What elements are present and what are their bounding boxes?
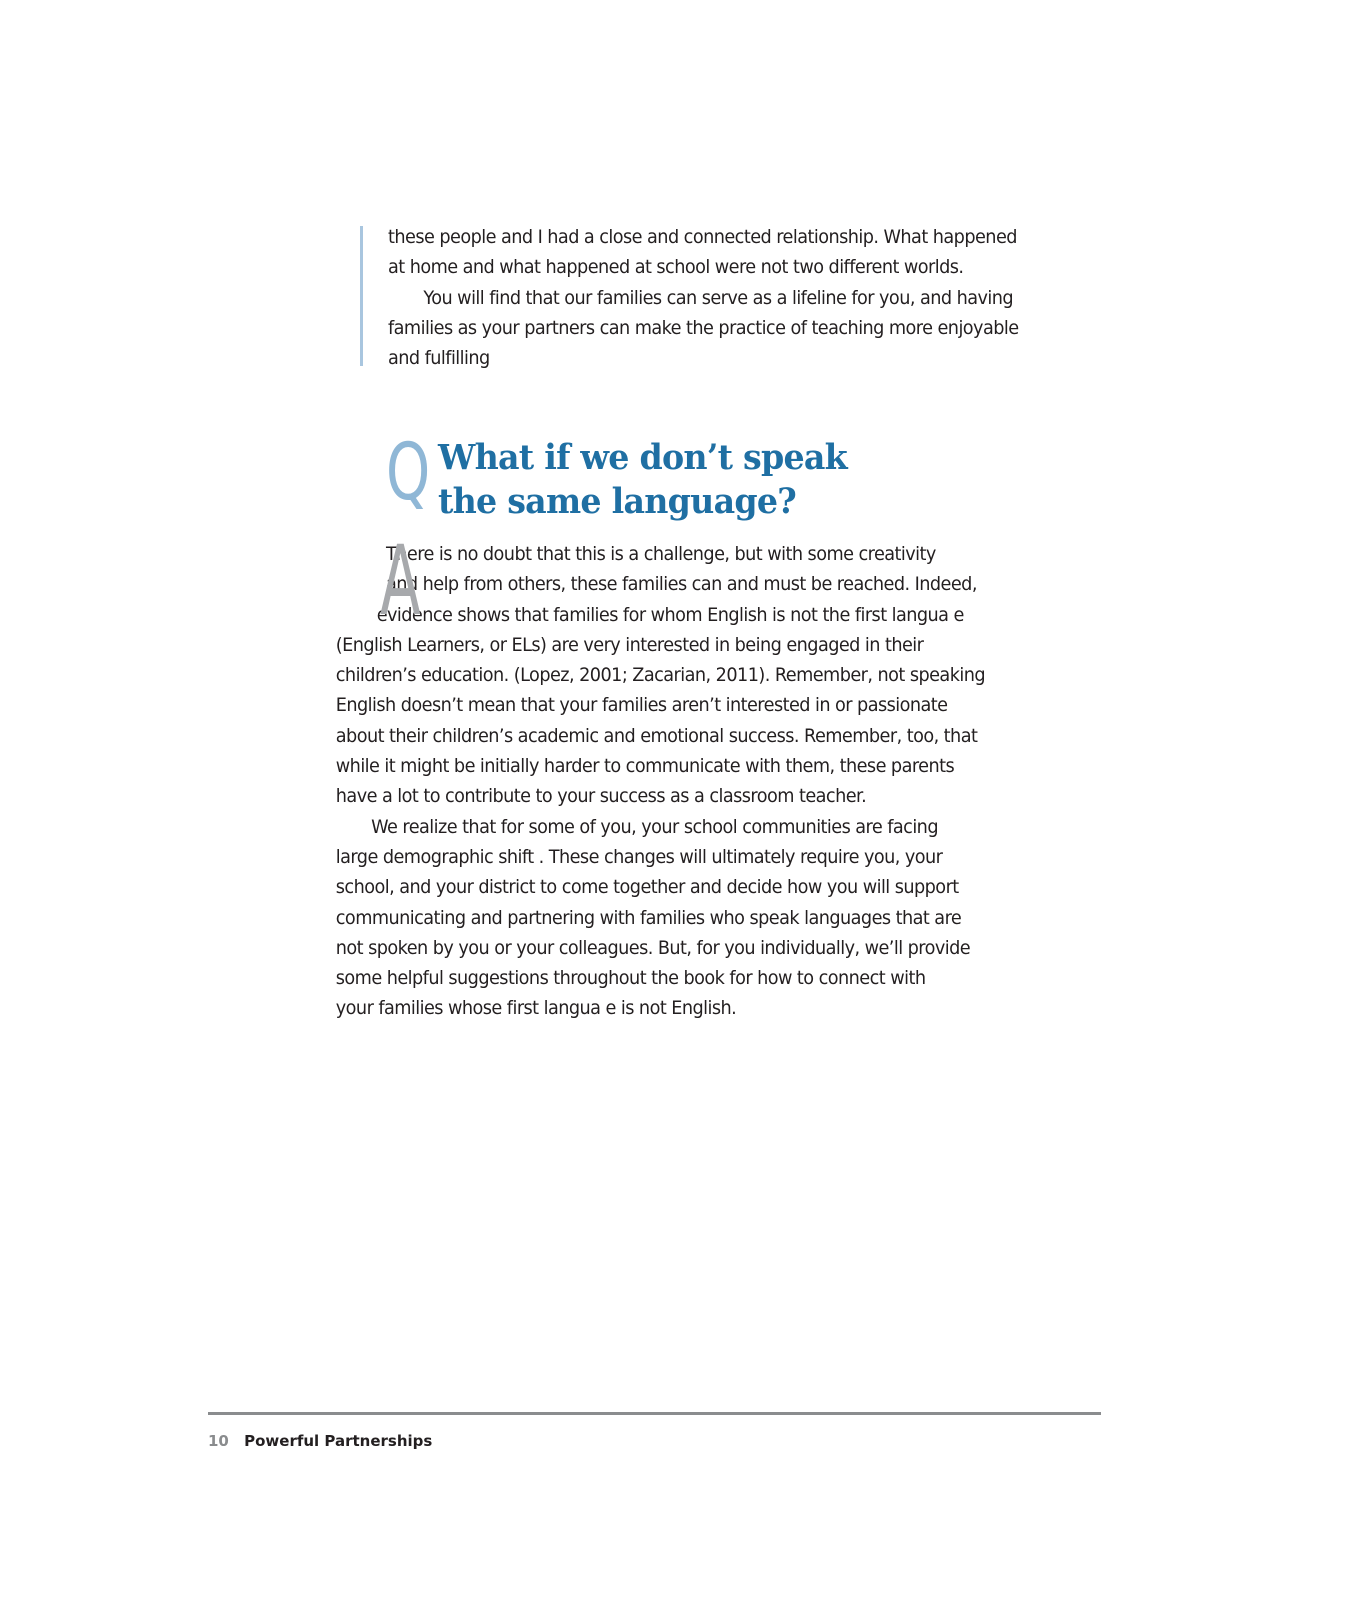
quote-line: and fulfilling bbox=[388, 347, 490, 370]
answer-line: about their children’s academic and emotional success. Remember, too, that bbox=[335, 724, 978, 747]
answer-line: while it might be initially harder to communicate with them, these parents bbox=[335, 755, 955, 778]
question-title bbox=[438, 436, 847, 524]
quote-text bbox=[388, 222, 1039, 373]
question-title-line: What if we don’t speak bbox=[438, 437, 847, 478]
answer-line: children’s education. (Lopez, 2001; Zacarian, 2011). Remember, not speaking bbox=[335, 664, 986, 687]
book-title: Powerful Partnerships bbox=[244, 1432, 433, 1450]
answer-line: school, and your district to come together and decide how you will support bbox=[335, 876, 959, 899]
answer-line: some helpful suggestions throughout the book for how to connect with bbox=[335, 967, 926, 990]
answer-line: evidence shows that families for whom English is not the first langua e bbox=[376, 603, 964, 626]
quote-line: families as your partners can make the practice of teaching more enjoyable bbox=[388, 316, 1019, 339]
answer-line: have a lot to contribute to your success as a classroom teacher. bbox=[335, 785, 867, 808]
answer-line: your families whose first langua e is not English. bbox=[335, 997, 737, 1020]
answer-letter: A bbox=[380, 525, 421, 637]
page-number: 10 bbox=[208, 1432, 229, 1450]
footer-divider bbox=[208, 1412, 1101, 1415]
answer-line: English doesn’t mean that your families aren’t interested in or passionate bbox=[335, 694, 948, 717]
answer-text bbox=[335, 539, 1056, 1024]
answer-line: There is no doubt that this is a challenge, but with some creativity bbox=[386, 543, 936, 565]
quote-bar bbox=[360, 226, 363, 366]
answer-line: and help from others, these families can and must be reached. Indeed, bbox=[386, 573, 977, 596]
question-title-line: the same language? bbox=[438, 481, 796, 522]
quote-line: at home and what happened at school were not two different worlds. bbox=[388, 256, 964, 279]
answer-line: communicating and partnering with families who speak languages that are bbox=[335, 906, 962, 929]
quote-line: You will find that our families can serve as a lifeline for you, and having bbox=[423, 286, 1014, 309]
question-letter: Q bbox=[386, 428, 431, 518]
answer-line: (English Learners, or ELs) are very interested in being engaged in their bbox=[335, 633, 924, 656]
quote-line: these people and I had a close and connected relationship. What happened bbox=[388, 226, 1017, 248]
page-footer bbox=[208, 1432, 432, 1450]
answer-line: not spoken by you or your colleagues. But, for you individually, we’ll provide bbox=[335, 936, 971, 959]
answer-line: We realize that for some of you, your school communities are facing bbox=[371, 815, 938, 838]
answer-line: large demographic shift . These changes will ultimately require you, your bbox=[335, 845, 943, 868]
